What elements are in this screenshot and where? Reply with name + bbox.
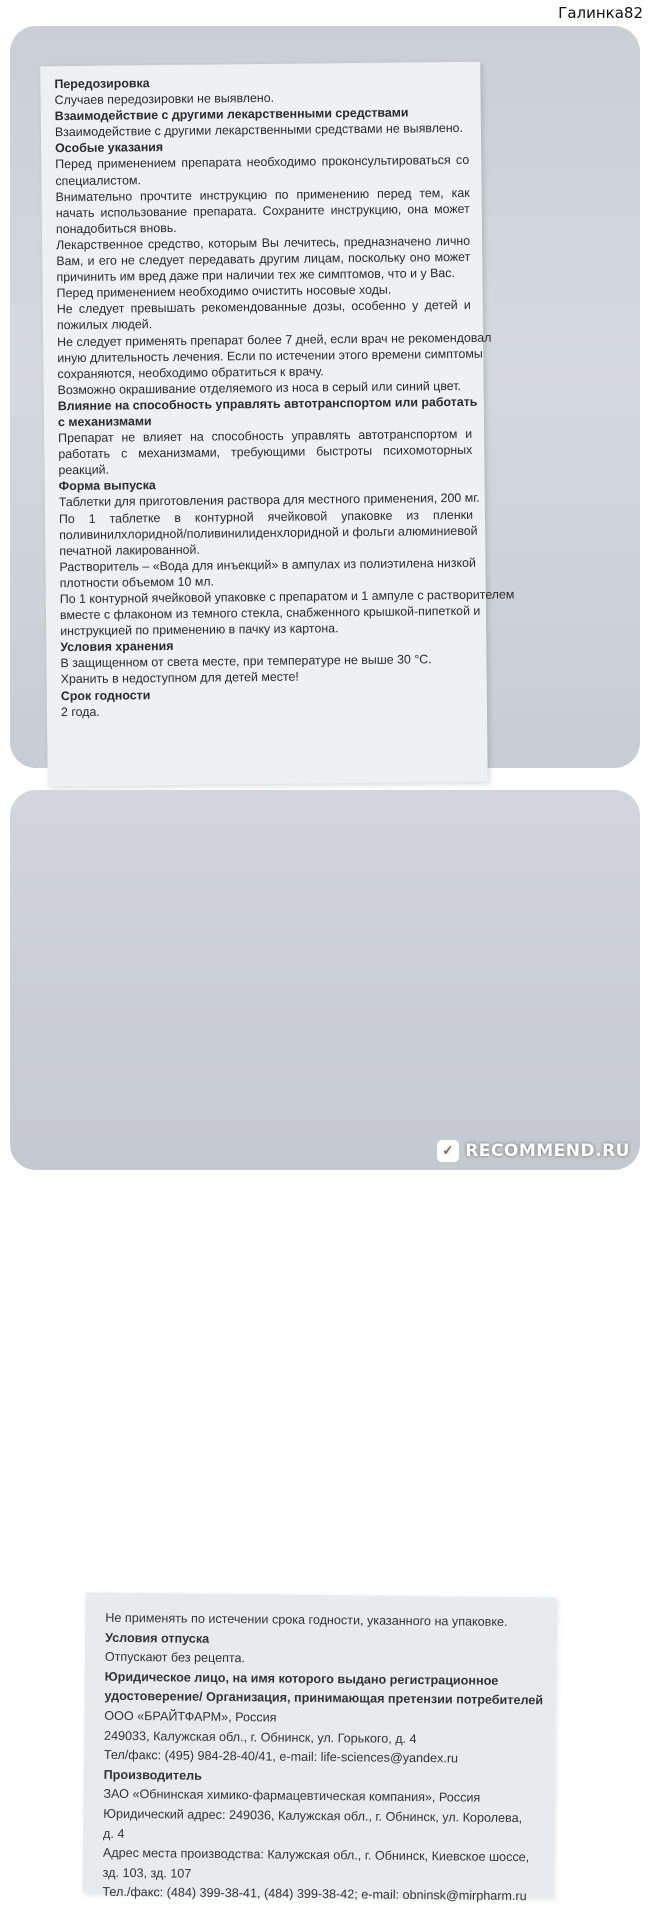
section-heading: Особые указания bbox=[55, 140, 164, 156]
text-line: Адрес места производства: Калужская обл., г. Обнинск, Киевское шоссе, bbox=[102, 1845, 530, 1865]
text-line: Вам, и его не следует передавать другим лицам, поскольку оно может bbox=[56, 249, 471, 269]
text-line: Не следует применять препарат более 7 дней, если врач не рекомендовал bbox=[57, 330, 492, 349]
section-heading: Производитель bbox=[103, 1767, 202, 1783]
text-line: вместе с флаконом из темного стекла, снабженного крышкой-пипеткой и bbox=[59, 603, 481, 623]
text-line: По 1 таблетке в контурной ячейковой упаковке из пленки bbox=[58, 507, 474, 526]
text-line: работать с механизмами, требующими быстроты психомоторных bbox=[58, 442, 473, 462]
text-line: зд. 103, зд. 107 bbox=[102, 1865, 192, 1881]
instruction-sheet-2 bbox=[82, 1593, 555, 1904]
text-line: Не применять по истечении срока годности, указанного на упаковке. bbox=[105, 1610, 508, 1629]
text-line: Юридический адрес: 249036, Калужская обл., г. Обнинск, ул. Королева, bbox=[103, 1806, 523, 1826]
section-heading: Взаимодействие с другими лекарственными средствами bbox=[54, 105, 409, 124]
text-line: сохраняются, необходимо обратиться к врачу. bbox=[57, 364, 324, 381]
text-line: 2 года. bbox=[60, 704, 100, 719]
text-line: д. 4 bbox=[102, 1826, 125, 1841]
text-line: Внимательно прочтите инструкцию по применению перед тем, как bbox=[55, 185, 470, 204]
text-line: 249033, Калужская обл., г. Обнинск, ул. Горького, д. 4 bbox=[104, 1728, 417, 1746]
text-line: пожилых людей. bbox=[56, 317, 153, 333]
text-line: поливинилхлоридной/поливинилиденхлоридной и фольги алюминиевой bbox=[59, 523, 478, 542]
section-heading: с механизмами bbox=[57, 414, 152, 430]
text-line: понадобиться вновь. bbox=[55, 220, 177, 237]
section-heading: Условия хранения bbox=[60, 639, 174, 655]
text-line: плотности объемом 10 мл. bbox=[59, 574, 215, 591]
instruction-sheet-1 bbox=[40, 62, 515, 787]
text-line: ООО «БРАЙТФАРМ», Россия bbox=[104, 1708, 277, 1725]
watermark-text: RECOMMEND.RU bbox=[465, 1141, 630, 1161]
text-line: печатной лакированной. bbox=[59, 542, 200, 558]
photo-instruction-page-2 bbox=[10, 790, 640, 1904]
recommend-watermark bbox=[437, 1140, 630, 1162]
text-line: Тел./факс: (484) 399-38-41, (484) 399-38-42; e-mail: obninsk@mirpharm.ru bbox=[102, 1885, 527, 1904]
text-line: Хранить в недоступном для детей месте! bbox=[60, 670, 299, 687]
text-line: начать использование препарата. Сохраните инструкцию, она может bbox=[55, 201, 470, 220]
text-line: В защищенном от света месте, при температуре не выше 30 °С. bbox=[60, 652, 432, 671]
author-name[interactable]: Галинка82 bbox=[558, 4, 643, 22]
section-heading: Форма выпуска bbox=[58, 478, 156, 494]
text-line: Взаимодействие с другими лекарственными средствами не выявлено. bbox=[54, 121, 464, 140]
text-line: Отпускают без рецепта. bbox=[104, 1649, 246, 1666]
text-line: Препарат не влияет на способность управлять автотранспортом и bbox=[58, 426, 473, 446]
text-line: причинить им вред даже при наличии тех же симптомов, что и у Вас. bbox=[56, 266, 455, 285]
text-line: Перед применением необходимо очистить носовые ходы. bbox=[56, 282, 392, 301]
section-heading: Передозировка bbox=[54, 76, 150, 92]
text-line: Перед применением препарата необходимо проконсультироваться со bbox=[55, 153, 470, 172]
text-line: ЗАО «Обнинская химико-фармацевтическая компания», Россия bbox=[103, 1787, 481, 1806]
text-line: Лекарственное средство, которым Вы лечитесь, предназначено лично bbox=[56, 233, 471, 253]
recommend-logo-icon: ✓ bbox=[437, 1140, 459, 1162]
text-line: Тел/факс: (495) 984-28-40/41, e-mail: life-sciences@yandex.ru bbox=[103, 1747, 459, 1766]
text-line: иную длительность лечения. Если по истечении этого времени симптомы bbox=[57, 346, 483, 365]
text-line: Растворитель – «Вода для инъекций» в ампулах из полиэтилена низкой bbox=[59, 555, 476, 574]
text-line: инструкцией по применению в пачку из картона. bbox=[60, 621, 339, 639]
section-heading: Юридическое лицо, на имя которого выдано регистрационное bbox=[104, 1669, 499, 1688]
text-line: Таблетки для приготовления раствора для местного применения, 200 мг. bbox=[58, 491, 480, 510]
text-line: Возможно окрашивание отделяемого из носа в серый или синий цвет. bbox=[57, 378, 462, 397]
text-line: По 1 контурной ячейковой упаковке с препаратом и 1 ампуле с растворителем bbox=[59, 587, 515, 607]
text-line: специалистом. bbox=[55, 172, 141, 188]
section-heading: Условия отпуска bbox=[105, 1630, 210, 1646]
text-line: реакций. bbox=[58, 462, 110, 478]
section-heading: Срок годности bbox=[60, 687, 151, 703]
section-heading: Влияние на способность управлять автотранспортом или работать bbox=[57, 394, 478, 414]
text-line: Случаев передозировки не выявлено. bbox=[54, 90, 275, 108]
photo-instruction-page-1 bbox=[10, 26, 640, 768]
section-heading: удостоверение/ Организация, принимающая претензии потребителей bbox=[104, 1689, 544, 1708]
text-line: Не следует превышать рекомендованные дозы, особенно у детей и bbox=[56, 298, 471, 317]
